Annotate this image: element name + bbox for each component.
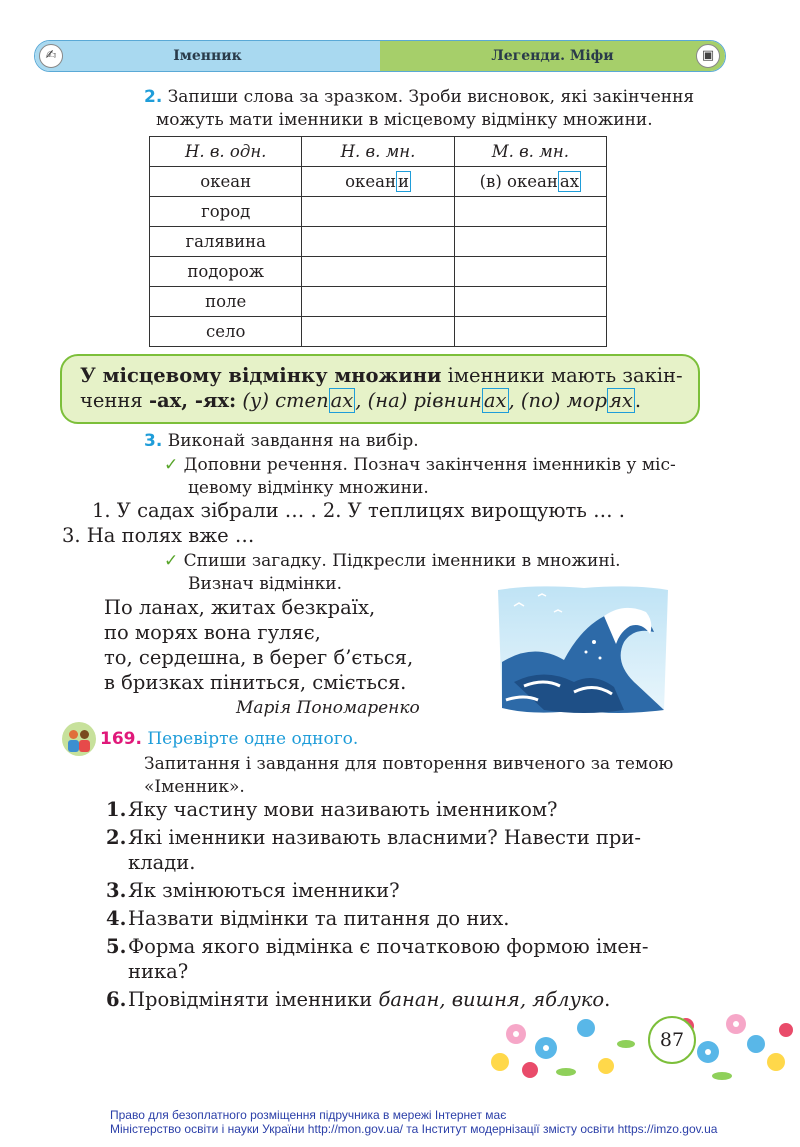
header-topic-title: Легенди. Міфи	[491, 48, 614, 64]
task2-number: 2.	[144, 87, 163, 107]
list-item: 3. Як змінюються іменники?	[106, 879, 400, 902]
table-row	[150, 317, 607, 347]
list-item: 6. Провідміняти іменники банан, вишня, яблуко.	[106, 988, 611, 1011]
poem-line: в бризках піниться, сміється.	[104, 671, 407, 694]
checkmark-icon: ✓	[164, 551, 179, 571]
col-header: Н. в. одн.	[150, 137, 302, 167]
rule-box	[60, 354, 700, 424]
table-cell: село	[150, 317, 302, 347]
questions-list	[106, 797, 706, 1012]
poem-line: то, сердешна, в берег б’ється,	[104, 646, 414, 669]
page-header	[34, 40, 726, 72]
words-table	[149, 136, 607, 347]
task3-option2: ✓ Спиши загадку. Підкресли іменники в множині. Визнач відмінки.	[164, 551, 621, 594]
task2-line1: Запиши слова за зразком. Зроби висновок, які закінчення	[167, 87, 695, 107]
header-right-band	[380, 41, 725, 71]
task3-sentences: 1. У садах зібрали … . 2. У теплицях вирощують … . 3. На полях вже …	[62, 499, 625, 547]
task3-option1: ✓ Доповни речення. Познач закінчення іменників у міс- цевому відмінку множини.	[164, 455, 676, 498]
list-item: 2. Які іменники називають власними? Навести при- клади.	[106, 826, 641, 874]
children-icon	[62, 722, 96, 756]
poem-author: Марія Пономаренко	[236, 698, 420, 718]
table-cell: поле	[150, 287, 302, 317]
table-cell: подорож	[150, 257, 302, 287]
checkmark-icon: ✓	[164, 455, 179, 475]
table-cell: город	[150, 197, 302, 227]
list-item: 4. Назвати відмінки та питання до них.	[106, 907, 510, 930]
table-header-row	[150, 137, 607, 167]
table-cell: (в) океан ах	[454, 167, 606, 197]
ending-box: ах	[559, 172, 580, 191]
table-cell: галявина	[150, 227, 302, 257]
list-item: 5. Форма якого відмінка є початковою формою імен- ника?	[106, 935, 649, 983]
header-left-band	[35, 41, 380, 71]
ending-box: ях	[609, 389, 633, 412]
table-row	[150, 167, 607, 197]
poem-line: По ланах, житах безкраїх,	[104, 596, 376, 619]
table-row	[150, 287, 607, 317]
table-row	[150, 227, 607, 257]
book-icon: ▣	[696, 44, 720, 68]
table-row	[150, 257, 607, 287]
ending-box: и	[397, 172, 409, 191]
header-section-title: Іменник	[173, 48, 242, 64]
rule-text: У місцевому відмінку множини іменники мають закін- чення -ах, -ях: (у) степ ах , (на) рівнин ах , (по) мор ях .	[80, 364, 683, 412]
col-header: Н. в. мн.	[302, 137, 454, 167]
task169-number: 169.	[100, 729, 142, 749]
table-row	[150, 197, 607, 227]
ending-box: ах	[330, 389, 354, 412]
pen-icon: ✍	[39, 44, 63, 68]
task169-intro: Запитання і завдання для повторення вивченого за темою «Іменник».	[144, 754, 674, 797]
task3-title: 3. Виконай завдання на вибір.	[144, 431, 419, 451]
col-header: М. в. мн.	[454, 137, 606, 167]
footer-notice	[110, 1108, 717, 1136]
footer-line: Міністерство освіти і науки України http://mon.gov.ua/ та Інститут модернізації змісту освіти https://imzo.gov.ua	[110, 1122, 718, 1136]
table-cell: океан и	[302, 167, 454, 197]
footer-line: Право для безоплатного розміщення підручника в мережі Інтернет має	[110, 1108, 507, 1122]
task2-text	[144, 86, 724, 132]
task3-number: 3.	[144, 431, 163, 451]
riddle-poem	[104, 595, 484, 695]
page-number: 87	[648, 1016, 696, 1064]
list-item: 1. Яку частину мови називають іменником?	[106, 798, 558, 821]
flowers-decoration	[486, 1004, 798, 1088]
poem-line: по морях вона гуляє,	[104, 621, 321, 644]
task169-title: 169. Перевірте одне одного.	[100, 729, 359, 749]
wave-illustration	[494, 582, 672, 716]
ending-box: ах	[483, 389, 507, 412]
task2-line2: можуть мати іменники в місцевому відмінку множини.	[156, 110, 653, 130]
table-cell: океан	[150, 167, 302, 197]
